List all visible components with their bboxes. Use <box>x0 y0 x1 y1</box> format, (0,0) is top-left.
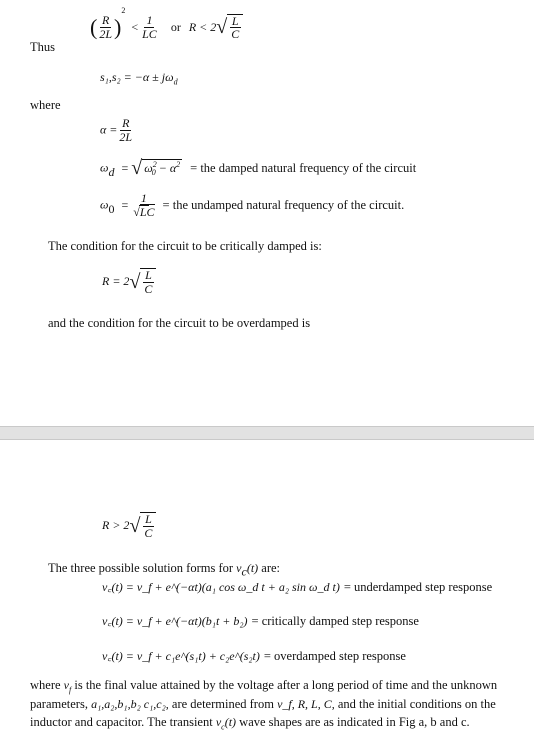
numerator: L <box>145 512 152 526</box>
r-greater-than-2: R > 2 <box>102 518 130 533</box>
equation-omega-d <box>100 158 416 180</box>
roots-expression: s₁,s₂ = −α ± jω <box>100 70 174 84</box>
numerator: 1 <box>146 13 153 28</box>
critical-description: = critically damped step response <box>251 614 419 628</box>
text: are: <box>258 561 281 575</box>
overdamped-response <box>102 647 406 665</box>
radical-sign: √ <box>131 157 143 179</box>
page-separator <box>0 427 534 439</box>
omega-symbol: ω <box>100 160 109 175</box>
text: wave shapes are as indicated in Fig a, b and c. <box>236 715 470 729</box>
alpha-lhs: α = <box>100 122 118 137</box>
equation-underdamped-condition <box>90 6 243 41</box>
right-paren: ) <box>114 14 122 40</box>
text: and the initial conditions on the <box>334 697 496 711</box>
equals: = <box>121 160 129 175</box>
text: inductor and capacitor. The transient <box>30 715 216 729</box>
sqrt-l-over-c <box>216 14 243 41</box>
numerator: R <box>122 116 130 130</box>
subscript: c <box>241 564 247 579</box>
where-label: where <box>30 98 61 112</box>
or-word: or <box>170 19 181 34</box>
underdamped-equation: v꜀(t) = v_f + e^(−αt)(a₁ cos ω_d t + a₂ sin ω_d t) <box>102 580 340 594</box>
equals: = <box>121 197 129 212</box>
fraction-r-over-2l <box>97 14 114 40</box>
sqrt-l-over-c <box>129 268 156 295</box>
less-than: < <box>131 19 139 34</box>
overdamped-description: = overdamped step response <box>263 649 406 663</box>
thus-label: Thus <box>30 40 55 54</box>
denominator: LC <box>139 204 155 219</box>
equation-omega-0 <box>100 192 404 218</box>
radical-sign: √ <box>129 514 141 537</box>
exponent: 2 <box>176 159 181 169</box>
numerator: L <box>145 268 152 282</box>
subscript: d <box>108 164 115 179</box>
critical-response <box>102 612 419 630</box>
fraction-1-over-sqrt-lc <box>131 192 156 218</box>
radical-sign: √ <box>129 270 141 293</box>
r-equals-2: R = 2 <box>102 274 130 289</box>
solution-forms-text <box>48 561 280 580</box>
subscript: 0 <box>108 201 115 216</box>
denominator: 2L <box>119 129 133 144</box>
overdamped-condition-text: and the condition for the circuit to be overdamped is <box>48 316 311 330</box>
denominator: C <box>144 281 153 296</box>
paragraph-line-3 <box>30 715 470 731</box>
vc-t-symbol: $v_c(t)$ <box>215 715 237 731</box>
omega-symbol: ω <box>100 197 109 212</box>
equation-alpha <box>100 117 134 143</box>
numerator: 1 <box>140 191 147 205</box>
critical-equation: v꜀(t) = v_f + e^(−αt)(b₁t + b₂) <box>102 614 248 628</box>
underdamped-description: = underdamped step response <box>343 580 493 594</box>
variable-list: v_f, R, L, C, <box>277 697 335 711</box>
text: The three possible solution forms for <box>48 561 237 575</box>
underdamped-response <box>102 578 492 596</box>
numerator: L <box>231 13 239 28</box>
sqrt-omega-expression <box>131 158 182 178</box>
denominator: LC <box>142 26 157 41</box>
radical-sign: √ <box>133 204 140 219</box>
left-paren: ( <box>90 14 98 40</box>
numerator: R <box>102 13 110 28</box>
variable: v <box>236 561 242 575</box>
page-separator-bottom <box>0 439 534 440</box>
text: where <box>30 678 64 692</box>
omega-d-description: = the damped natural frequency of the circuit <box>190 160 417 175</box>
fraction-r-over-2l <box>117 117 134 143</box>
text: is the final value attained by the voltage after a long period of time and the unknown <box>71 678 498 692</box>
equation-overdamped <box>102 512 156 539</box>
r-less-than-2: R < 2 <box>188 19 217 34</box>
paragraph-line-2 <box>30 697 496 712</box>
denominator: 2L <box>99 26 113 41</box>
minus-alpha: − α <box>155 160 177 175</box>
parameter-list: a₁,a₂,b₁,b₂ c₁,c₂, <box>91 697 169 711</box>
text: parameters, <box>30 697 92 711</box>
exponent: 2 <box>152 159 157 169</box>
equation-roots <box>100 70 178 86</box>
subscript: d <box>173 77 178 87</box>
denominator: C <box>144 525 153 540</box>
vf-symbol: $v_f$ <box>63 678 72 695</box>
sqrt-l-over-c <box>129 512 156 539</box>
overdamped-equation: v꜀(t) = v_f + c₁e^(s₁t) + c₂e^(s₂t) <box>102 649 260 663</box>
variable-arg: (t) <box>246 561 259 575</box>
omega-zero: ω <box>144 160 153 175</box>
equation-critical <box>102 268 156 295</box>
radical-sign: √ <box>216 16 228 39</box>
paragraph-line-1 <box>30 678 497 694</box>
subscript: 0 <box>151 168 156 178</box>
critical-condition-text: The condition for the circuit to be critically damped is: <box>48 239 322 253</box>
omega-0-description: = the undamped natural frequency of the circuit. <box>162 197 405 212</box>
exponent: 2 <box>121 6 126 15</box>
denominator: C <box>231 27 240 42</box>
text: are determined from <box>168 697 278 711</box>
fraction-1-over-lc <box>140 14 159 40</box>
